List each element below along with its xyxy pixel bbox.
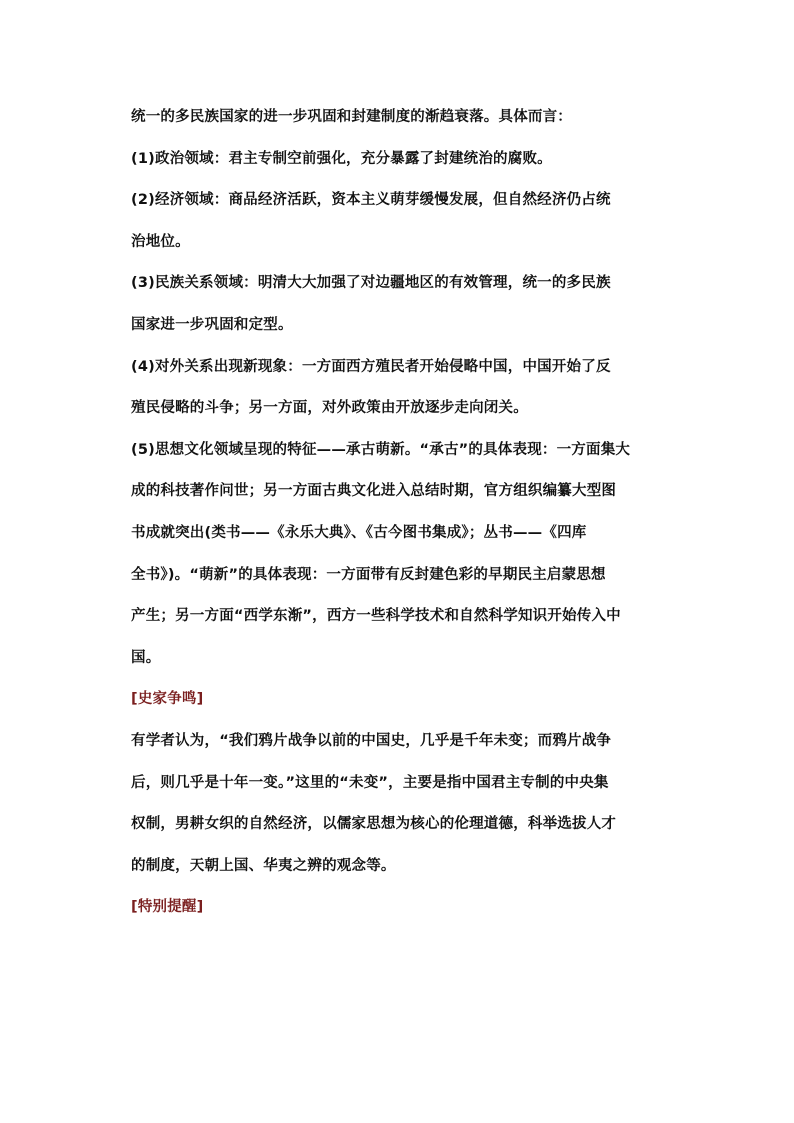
body-line-8: 殖民侵略的斗争；另一方面，对外政策由开放逐步走向闭关。 [131,400,528,417]
body-line-6: 国家进一步巩固和定型。 [131,316,293,333]
body-line-11: 书成就突出(类书——《永乐大典》、《古今图书集成》；丛书——《四库 [131,524,587,541]
body-line-19: 的制度，天朝上国、华夷之辨的观念等。 [131,857,396,874]
body-line-13: 产生；另一方面“西学东渐”，西方一些科学技术和自然科学知识开始传入中 [131,608,621,625]
body-line-18: 权制，男耕女织的自然经济，以儒家思想为核心的伦理道德，科举选拔人才 [131,816,617,833]
body-line-17: 后，则几乎是十年一变。”这里的“未变”，主要是指中国君主专制的中央集 [131,774,609,791]
body-line-10: 成的科技著作问世；另一方面古典文化进入总结时期，官方组织编纂大型图 [131,483,617,500]
body-line-5: (3)民族关系领域：明清大大加强了对边疆地区的有效管理，统一的多民族 [131,275,611,292]
body-line-2: (1)政治领域：君主专制空前强化，充分暴露了封建统治的腐败。 [131,150,552,167]
section-heading-special-reminder: [特别提醒] [131,899,204,916]
body-line-7: (4)对外关系出现新现象：一方面西方殖民者开始侵略中国，中国开始了反 [131,358,611,375]
body-line-16: 有学者认为，“我们鸦片战争以前的中国史，几乎是千年未变；而鸦片战争 [131,732,612,749]
body-line-9: (5)思想文化领域呈现的特征——承古萌新。“承古”的具体表现：一方面集大 [131,441,631,458]
document-body [131,97,663,929]
body-line-4: 治地位。 [131,233,190,250]
body-line-14: 国。 [131,649,161,666]
body-line-3: (2)经济领域：商品经济活跃，资本主义萌芽缓慢发展，但自然经济仍占统 [131,192,611,209]
section-heading-historians-debate: [史家争鸣] [131,691,204,708]
body-line-1: 统一的多民族国家的进一步巩固和封建制度的渐趋衰落。具体而言： [131,109,572,125]
body-line-12: 全书》)。“萌新”的具体表现：一方面带有反封建色彩的早期民主启蒙思想 [131,566,606,583]
